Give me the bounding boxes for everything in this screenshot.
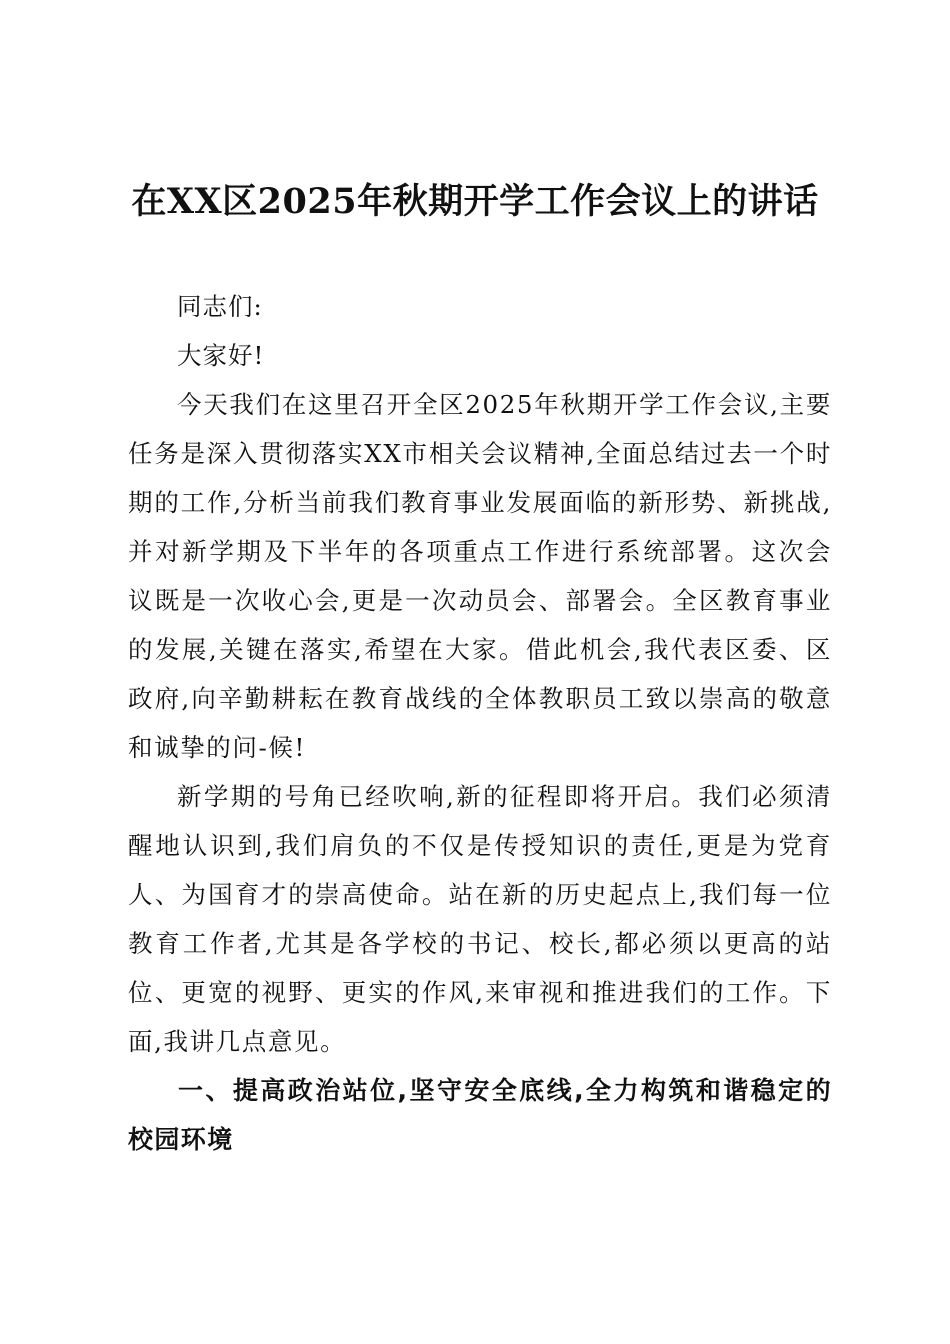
document-title: 在XX区2025年秋期开学工作会议上的讲话 [131,181,819,222]
greeting: 大家好! [177,341,265,370]
section-heading-1: 一、提高政治站位,坚守安全底线,全力构筑和谐稳定的校园环境 [128,1076,832,1154]
paragraph-intro: 今天我们在这里召开全区2025年秋期开学工作会议,主要任务是深入贯彻落实XX市相关会议精神,全面总结过去一个时期的工作,分析当前我们教育事业发展面临的新形势、新挑战,并对新学期及下半年的各项重点工作进行系统部署。这次会议既是一次收心会,更是一次动员会、部署会。全区教育事业的发展,关键在落实,希望在大家。借此机会,我代表区委、区政府,向辛勤耕耘在教育战线的全体教职员工致以崇高的敬意和诚挚的问-候! [128,390,832,762]
paragraph-mission: 新学期的号角已经吹响,新的征程即将开启。我们必须清醒地认识到,我们肩负的不仅是传授知识的责任,更是为党育人、为国育才的崇高使命。站在新的历史起点上,我们每一位教育工作者,尤其是各学校的书记、校长,都必须以更高的站位、更宽的视野、更实的作风,来审视和推进我们的工作。下面,我讲几点意见。 [128,782,832,1056]
document-body [128,282,832,1164]
salutation: 同志们: [177,292,263,321]
